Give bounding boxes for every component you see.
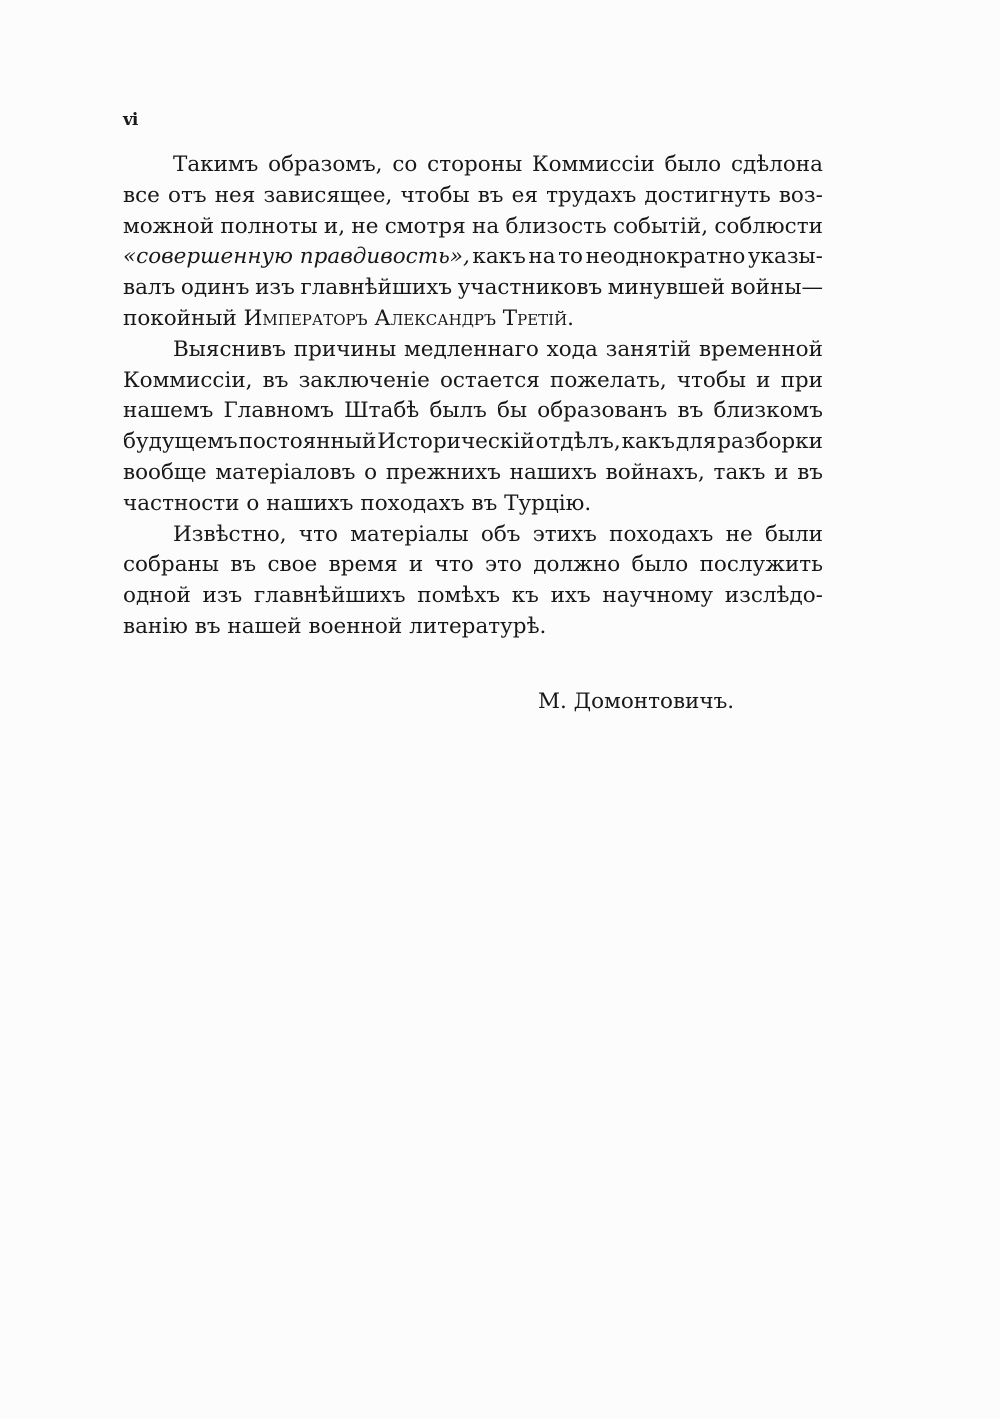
word: бы	[497, 398, 528, 424]
word: матеріалы	[350, 521, 469, 547]
word: и	[408, 552, 424, 578]
word: валъ	[123, 275, 176, 301]
word: въ	[471, 490, 498, 516]
text-line	[123, 212, 823, 243]
word: и	[756, 367, 771, 393]
word: разборки	[717, 429, 823, 455]
word: на	[528, 244, 556, 270]
word: покойный	[123, 305, 237, 331]
word: пожелать,	[550, 367, 667, 393]
word: зависящее,	[263, 182, 393, 208]
word: Такимъ	[173, 152, 259, 177]
word: этихъ	[532, 521, 597, 547]
word: военной	[308, 613, 403, 639]
word: о	[246, 490, 260, 516]
word: въ	[194, 613, 221, 639]
word: нашемъ	[123, 398, 214, 424]
word: не	[725, 521, 753, 547]
text-line	[123, 181, 823, 212]
word: Историческій	[377, 429, 535, 455]
word: не	[351, 213, 379, 239]
body-text	[123, 150, 823, 643]
word: нашихъ	[266, 490, 354, 516]
word: отдѣлъ,	[535, 429, 621, 455]
word: собраны	[123, 552, 219, 578]
word: сдѣлона	[730, 152, 823, 177]
word: свое	[267, 552, 318, 578]
word: близость	[505, 213, 607, 239]
word: должно	[533, 552, 621, 578]
word: временной	[698, 336, 823, 362]
word: Выяснивъ	[173, 336, 286, 362]
word: воз-	[778, 182, 823, 208]
word: со	[392, 152, 418, 177]
word: соблюсти	[714, 213, 823, 239]
word: это	[485, 552, 522, 578]
word: въ	[230, 552, 257, 578]
word: будущемъ	[123, 429, 238, 455]
word: въ	[677, 398, 704, 424]
word: въ	[262, 367, 289, 393]
word: главнѣйшихъ	[253, 583, 406, 609]
word: на	[472, 213, 500, 239]
word: матеріаловъ	[215, 459, 356, 485]
word: минувшей	[607, 275, 725, 301]
text-line	[123, 581, 823, 612]
text-line	[123, 458, 823, 489]
word: образомъ,	[268, 152, 383, 177]
page-number: vi	[123, 110, 138, 130]
text-line	[123, 242, 823, 273]
text-line	[123, 366, 823, 397]
word: главнѣйшихъ	[300, 275, 453, 301]
word: и	[774, 459, 789, 485]
word: вообще	[123, 459, 207, 485]
word: были	[764, 521, 823, 547]
word: причины	[293, 336, 397, 362]
word: войнахъ,	[605, 459, 705, 485]
word: заключеніе	[298, 367, 430, 393]
word: можной	[123, 213, 215, 239]
word: ванію	[123, 613, 188, 639]
text-line	[123, 550, 823, 581]
word: изъ	[202, 583, 243, 609]
word: достигнуть	[644, 182, 771, 208]
word: частности	[123, 490, 240, 516]
word: было	[631, 552, 689, 578]
word: такъ	[713, 459, 766, 485]
word: ея	[511, 182, 538, 208]
word: участниковъ	[457, 275, 603, 301]
word: въ	[797, 459, 823, 485]
word: указы-	[747, 244, 823, 270]
word: близкомъ	[713, 398, 823, 424]
text-line	[123, 335, 823, 366]
word: Главномъ	[223, 398, 334, 424]
word: Штабѣ	[344, 398, 420, 424]
word: прежнихъ	[385, 459, 501, 485]
word: для	[675, 429, 717, 455]
word: при	[780, 367, 823, 393]
word: Коммиссіи,	[123, 367, 253, 393]
word: одинъ	[180, 275, 250, 301]
word: какъ	[472, 244, 526, 270]
word: чтобы	[676, 367, 746, 393]
text-line	[123, 612, 823, 643]
word: объ	[480, 521, 521, 547]
word: походахъ	[360, 490, 465, 516]
text-line	[123, 396, 823, 427]
word: научному	[602, 583, 714, 609]
author-signature: М. Домонтовичъ.	[538, 689, 735, 714]
word: все	[123, 182, 160, 208]
text-line	[123, 489, 823, 520]
word: что	[434, 552, 474, 578]
word: образованъ	[537, 398, 668, 424]
word: былъ	[429, 398, 487, 424]
word: изслѣдо-	[724, 583, 823, 609]
word: нашихъ	[509, 459, 597, 485]
word: Александръ	[374, 305, 496, 331]
word: Третій.	[502, 305, 575, 331]
word: къ	[511, 583, 539, 609]
word: чтобы	[400, 182, 470, 208]
word: походахъ	[609, 521, 714, 547]
word: время	[328, 552, 398, 578]
word: о	[364, 459, 378, 485]
word: Императоръ	[243, 305, 368, 331]
word: послужить	[699, 552, 823, 578]
word: что	[298, 521, 338, 547]
word: Коммиссіи	[532, 152, 655, 177]
word: стороны	[427, 152, 523, 177]
word: ихъ	[550, 583, 591, 609]
word: литературѣ.	[409, 613, 547, 639]
word: войны—	[730, 275, 823, 301]
word: Турцію.	[504, 490, 592, 516]
word: изъ	[255, 275, 295, 301]
text-line	[123, 273, 823, 304]
word: нея	[214, 182, 256, 208]
word: отъ	[168, 182, 207, 208]
word: было	[664, 152, 722, 177]
word: какъ	[621, 429, 675, 455]
word: въ	[477, 182, 504, 208]
text-line	[123, 427, 823, 458]
word: одной	[123, 583, 191, 609]
text-line	[123, 150, 823, 181]
word: и,	[323, 213, 346, 239]
word: хода	[546, 336, 598, 362]
word: смотря	[384, 213, 466, 239]
word: нашей	[227, 613, 302, 639]
word: занятій	[605, 336, 692, 362]
emphasized-quote: «совершенную правдивость»,	[123, 244, 470, 270]
word: событій,	[613, 213, 709, 239]
word: полноты	[220, 213, 318, 239]
word: остается	[439, 367, 540, 393]
word: медленнаго	[404, 336, 539, 362]
word: трудахъ	[546, 182, 637, 208]
text-line	[123, 304, 823, 335]
word: Извѣстно,	[173, 521, 287, 547]
word: постоянный	[238, 429, 377, 455]
word: неоднократно	[585, 244, 746, 270]
word: помѣхъ	[417, 583, 501, 609]
text-line	[123, 520, 823, 551]
word: то	[558, 244, 583, 270]
